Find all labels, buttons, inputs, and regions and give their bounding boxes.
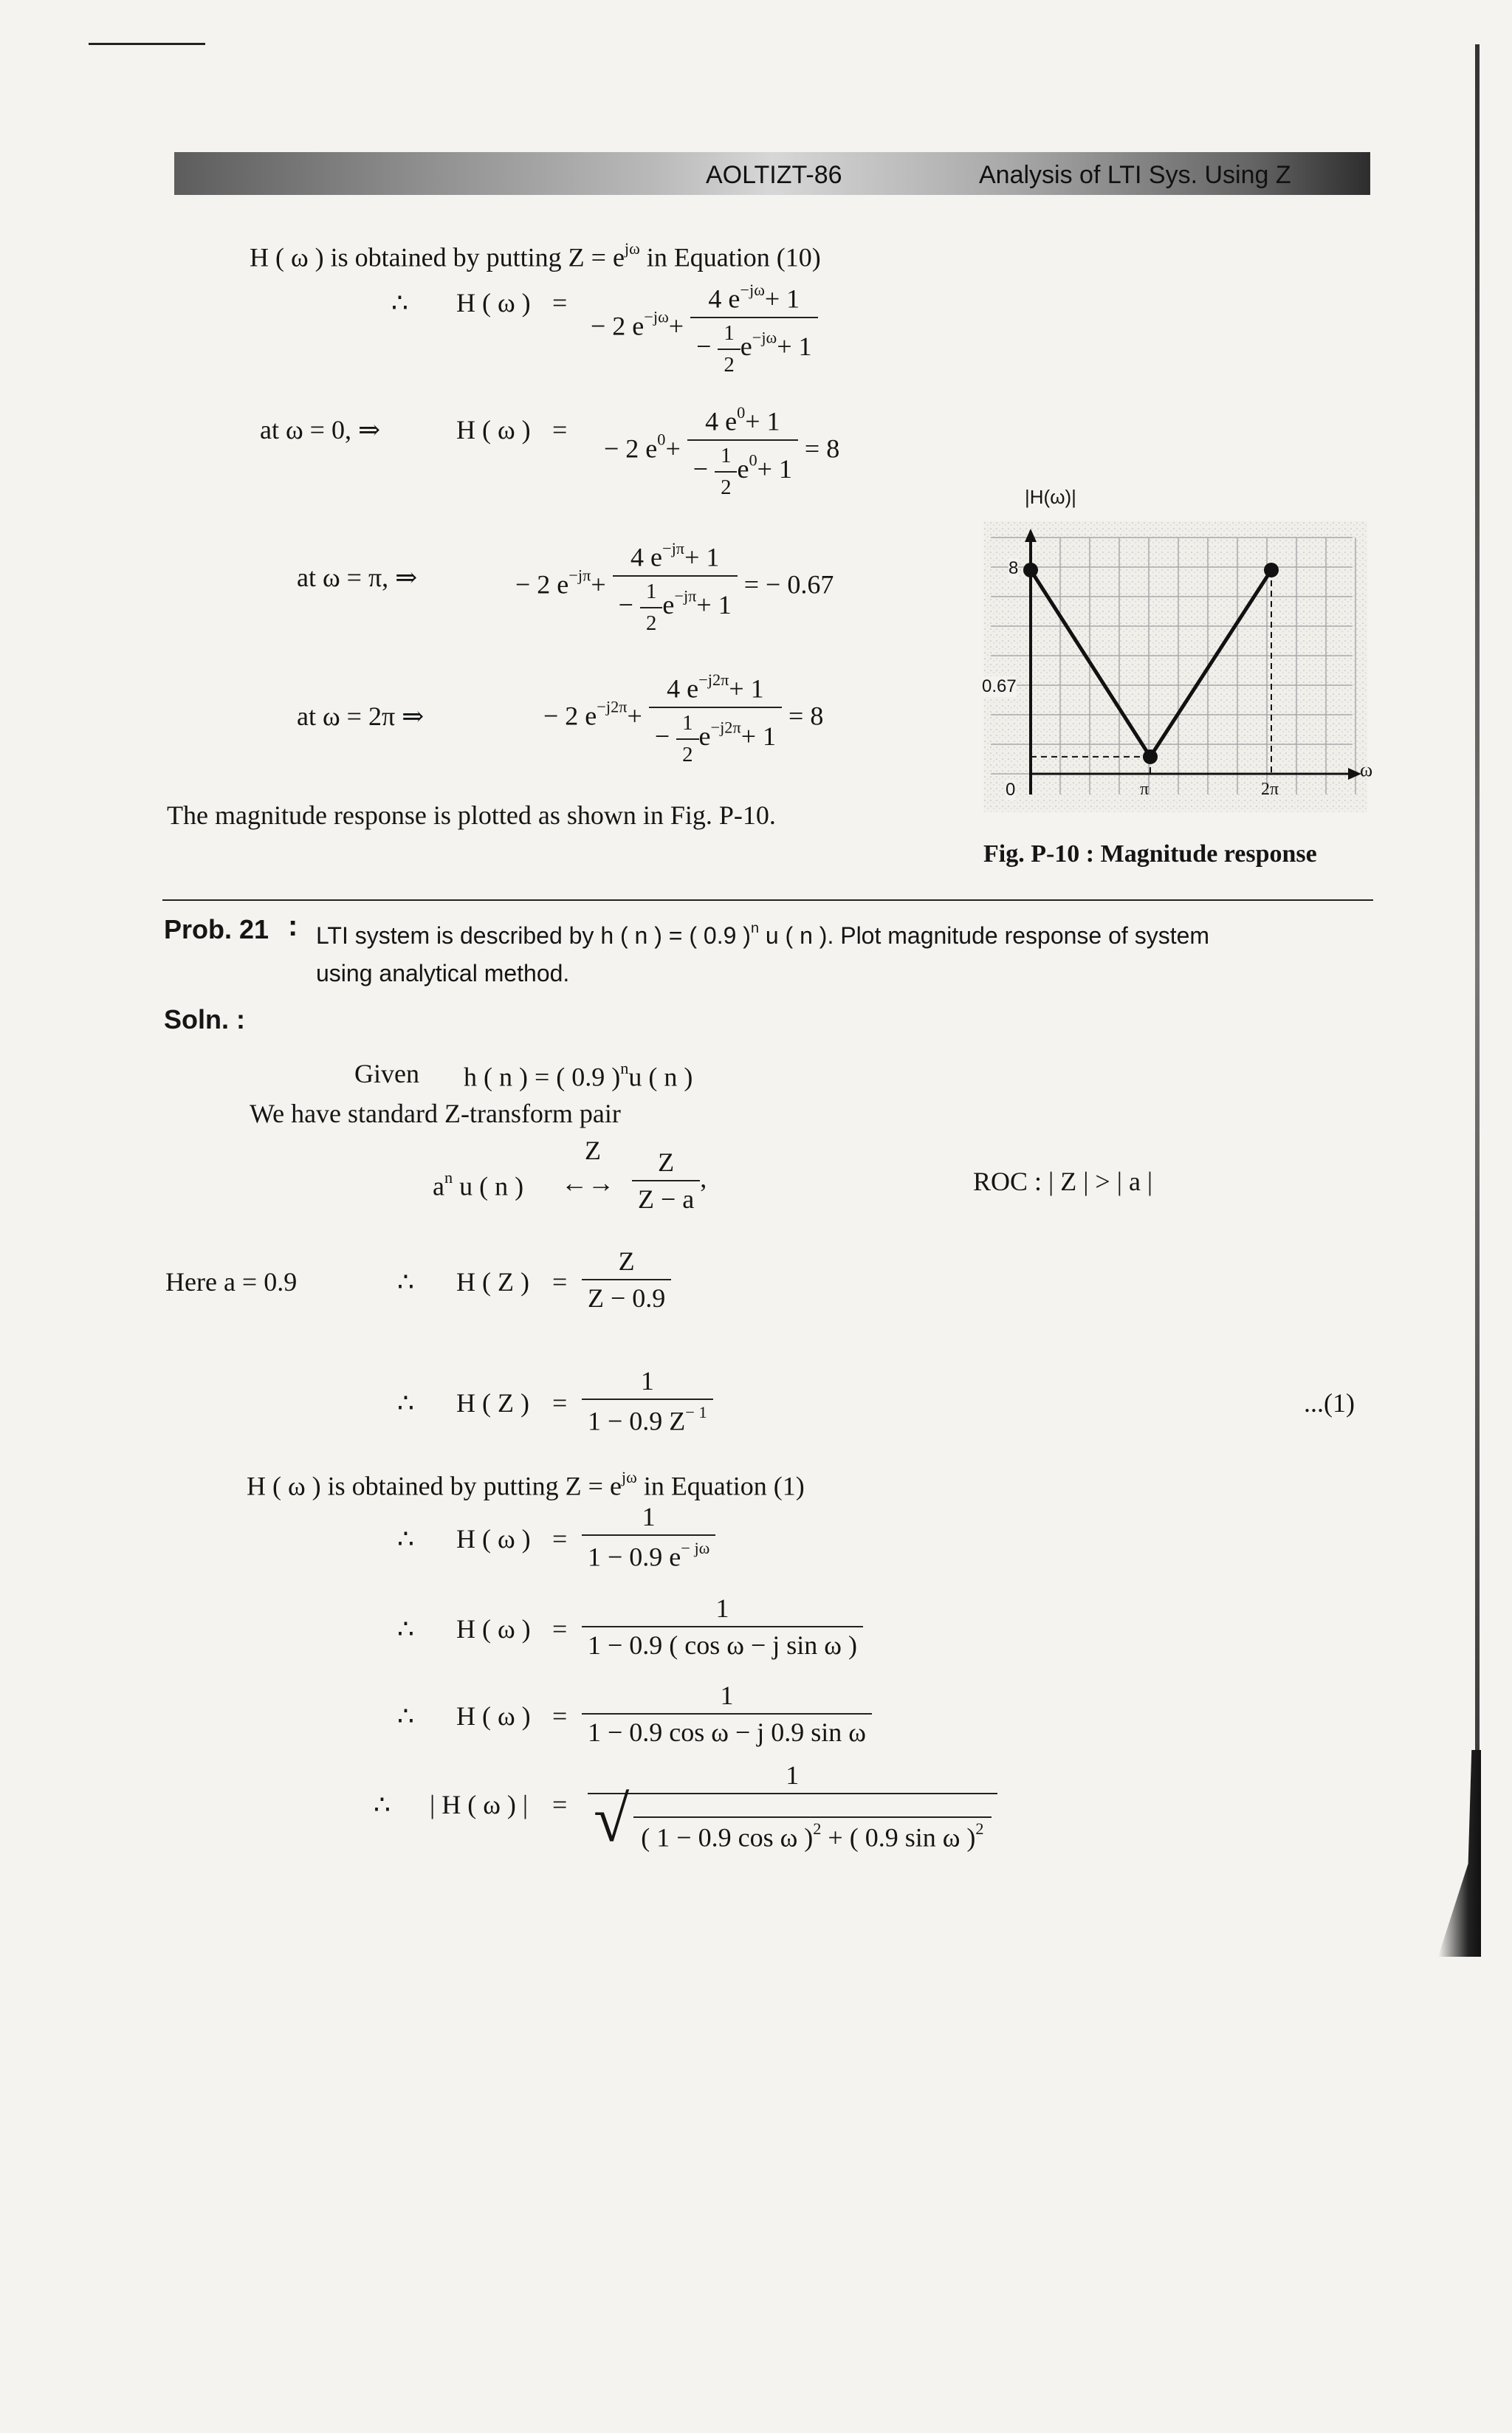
x-axis-label: ω — [1360, 759, 1373, 780]
header-code: AOLTIZT-86 — [706, 161, 842, 189]
therefore-1: ∴ — [391, 288, 408, 318]
data-point-0 — [1023, 563, 1038, 577]
given-expression: h ( n ) = ( 0.9 )$^n$u ( n ) — [464, 1059, 693, 1092]
roc: ROC : | Z | > | a | — [973, 1167, 1153, 1196]
therefore-2: ∴ — [397, 1267, 414, 1297]
section1-intro: H ( ω ) is obtained by putting $Z = e^{j\omega}$ in Equation (10) — [250, 239, 821, 272]
h-omega-4: H ( ω ) — [456, 1614, 531, 1644]
section2-intro: H ( ω ) is obtained by putting $Z = e^{j\omega}$ in Equation (1) — [247, 1468, 805, 1501]
here-a: Here a = 0.9 — [165, 1267, 298, 1297]
figure-p10 — [982, 486, 1373, 812]
equals-5: = — [552, 1524, 568, 1554]
expression-4: − 2 $e^{-j2\pi}+$ 4 $e^{-j2\pi}+ 1$ − $\frac{1}{2}$ $e^{-j2\pi}+ 1$ = 8 — [543, 670, 824, 766]
page-edge-shadow — [1475, 44, 1480, 1883]
at-omega-2pi: at ω = 2π ⇒ — [297, 701, 425, 731]
therefore-3: ∴ — [397, 1388, 414, 1418]
abs-h-omega: | H ( ω ) | — [430, 1790, 529, 1819]
binding-edge — [1438, 1750, 1481, 1957]
header-right-text: Analysis of LTI Sys. Using Z — [979, 161, 1291, 189]
equation-number: ...(1) — [1304, 1388, 1355, 1418]
hw-fraction-1: $\frac{1}{1 - 0.9 e^{- j\omega}}$ — [582, 1503, 715, 1571]
problem-text: LTI system is described by h ( n ) = ( 0.9 )$^n$ u ( n ). Plot magnitude response of system — [316, 920, 1210, 949]
hz-fraction-1: $\frac{Z}{Z - 0.9}$ — [582, 1248, 671, 1311]
problem-label: Prob. 21 — [164, 914, 269, 944]
magnitude-response-chart — [983, 521, 1367, 812]
equals-2: = — [552, 415, 568, 445]
problem-text-2: using analytical method. — [316, 960, 570, 986]
therefore-7: ∴ — [374, 1790, 391, 1819]
hz-label-1: H ( Z ) — [456, 1267, 529, 1297]
pair-left: $a^n$ u ( n ) — [433, 1168, 524, 1201]
equals-8: = — [552, 1790, 568, 1819]
h-omega-1: H ( ω ) — [456, 288, 531, 318]
x-tick-0: 0 — [1006, 780, 1016, 800]
solution-label: Soln. : — [164, 1004, 245, 1034]
h-omega-2: H ( ω ) — [456, 415, 531, 445]
top-rule — [89, 43, 205, 45]
at-omega-pi: at ω = π, ⇒ — [297, 563, 418, 592]
standard-pair-text: We have standard Z-transform pair — [250, 1099, 621, 1128]
y-axis-label: |H(ω)| — [1025, 486, 1076, 508]
data-point-2 — [1264, 563, 1279, 577]
hw-fraction-2: $\frac{1}{\text{1 − 0.9 ( cos ω − j sin ω )}}$ — [582, 1595, 863, 1658]
section-divider — [162, 899, 1373, 901]
expression-2: − 2 $e^0+$ 4 $e^0+ 1$ − $\frac{1}{2}$ $e^0+ 1$ = 8 — [604, 403, 840, 499]
chart-background — [983, 521, 1367, 812]
equals-7: = — [552, 1701, 568, 1731]
hz-label-2: H ( Z ) — [456, 1388, 529, 1418]
expression-3: − 2 $e^{-j\pi}+$ 4 $e^{-j\pi}+ 1$ − $\frac{1}{2}$ $e^{-j\pi}+ 1$ = − 0.67 — [515, 539, 834, 635]
therefore-4: ∴ — [397, 1524, 414, 1554]
therefore-5: ∴ — [397, 1614, 414, 1644]
problem-colon: : — [288, 910, 298, 942]
given-label: Given — [354, 1059, 419, 1088]
therefore-6: ∴ — [397, 1701, 414, 1731]
equals-4: = — [552, 1388, 568, 1418]
magnitude-fraction: 1 √ ( 1 − 0.9 cos ω )$^2$ + ( 0.9 sin ω )$^2$ — [588, 1762, 997, 1850]
sqrt-icon: √ — [594, 1784, 630, 1856]
equals-6: = — [552, 1614, 568, 1644]
h-omega-5: H ( ω ) — [456, 1701, 531, 1731]
expression-1: − 2 $e^{-j\omega}+$ 4 $e^{-j\omega}+ 1$ − $\frac{1}{2}$ $e^{-j\omega}+ 1$ — [591, 282, 818, 375]
at-omega-zero: at ω = 0, ⇒ — [260, 415, 381, 445]
header-band — [174, 152, 1370, 195]
y-tick-8: 8 — [1008, 558, 1019, 578]
pair-arrow: ←→ — [561, 1168, 614, 1198]
x-tick-2pi: 2π — [1261, 780, 1279, 799]
figure-caption: Fig. P-10 : Magnitude response — [983, 840, 1317, 868]
equals-3: = — [552, 1267, 568, 1297]
h-omega-3: H ( ω ) — [456, 1524, 531, 1554]
x-tick-pi: π — [1140, 780, 1150, 799]
y-tick-0-67: 0.67 — [982, 676, 1017, 696]
data-point-1 — [1143, 749, 1158, 764]
equals-1: = — [552, 288, 568, 318]
pair-z-label: Z — [585, 1136, 601, 1165]
pair-fraction: $\frac{Z}{Z - a}$ , — [632, 1149, 707, 1212]
hw-fraction-3: $\frac{1}{\text{1 − 0.9 cos ω − j 0.9 sin ω}}$ — [582, 1682, 872, 1746]
hz-fraction-2: $\frac{1}{1 - 0.9 Z^{- 1}}$ — [582, 1368, 713, 1435]
magnitude-text: The magnitude response is plotted as shown in Fig. P-10. — [167, 800, 776, 830]
